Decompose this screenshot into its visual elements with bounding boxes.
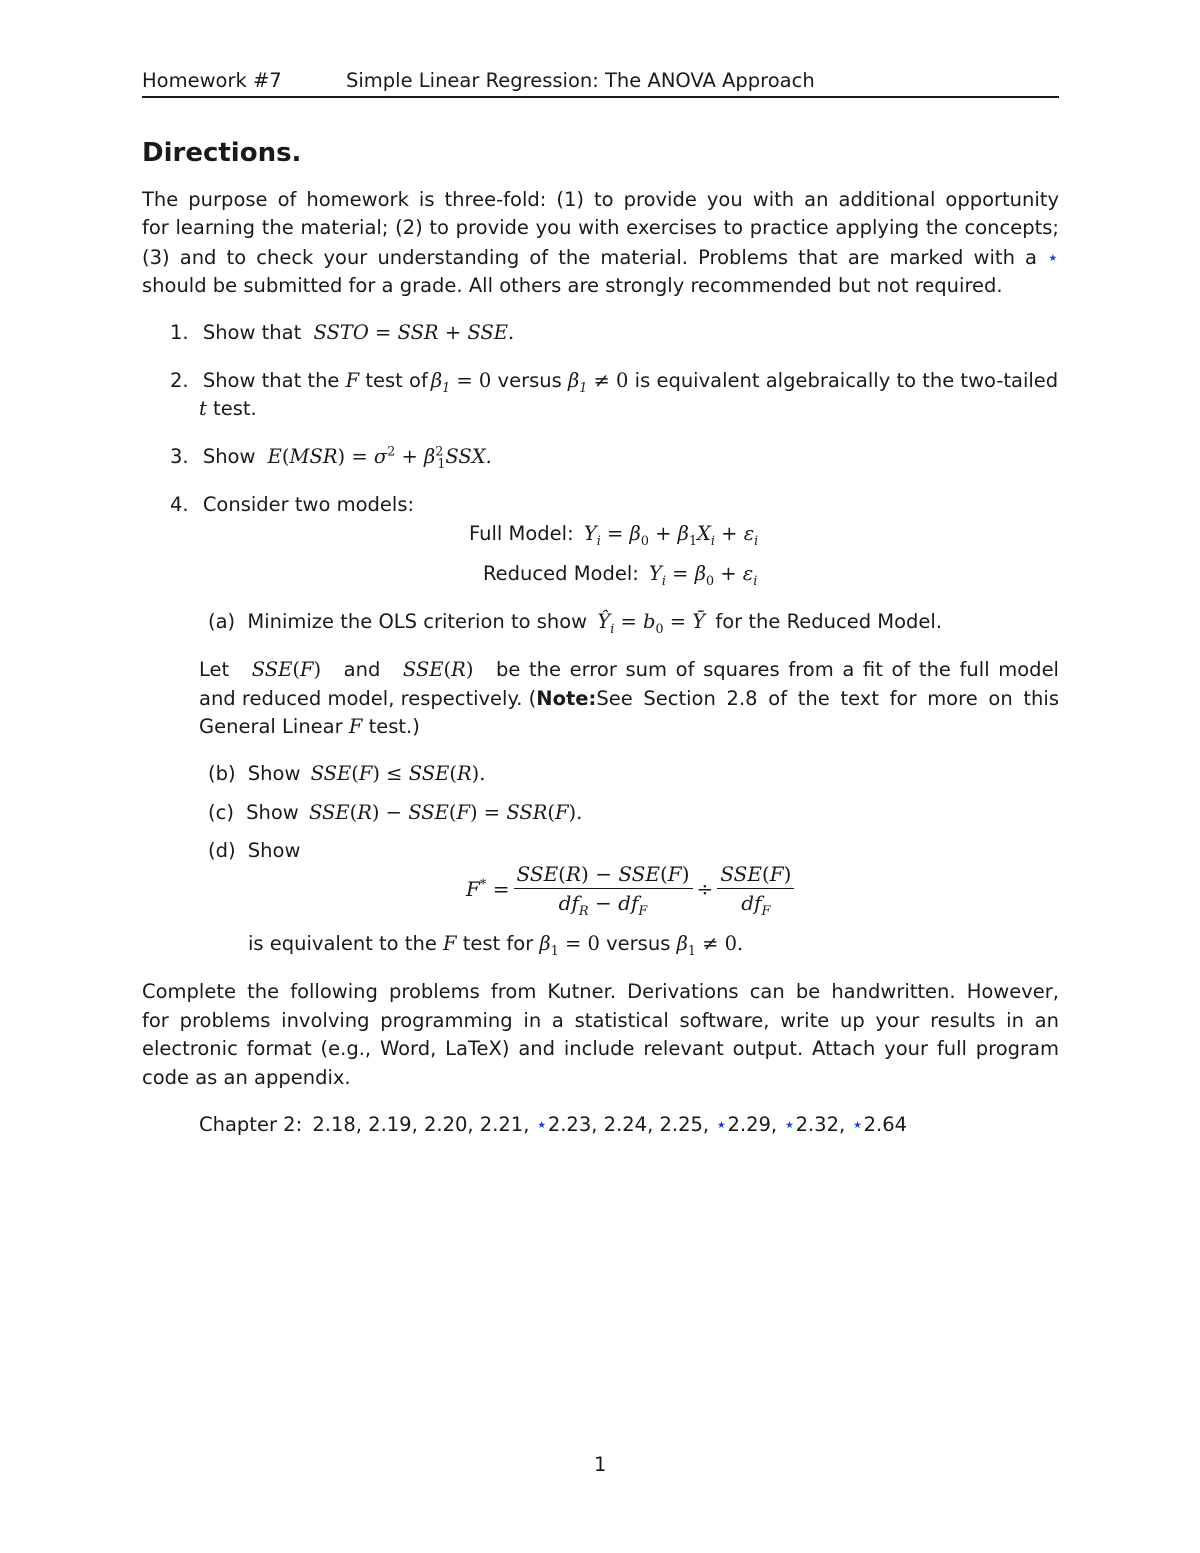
let-text-g: test.) [368,715,420,738]
reduced-model [483,560,757,588]
intro-line-1: The purpose of homework is three-fold: (1) to provide you with an additional opportunity [142,188,1059,211]
f-star-equation: F* = $\frac{\text{SSE(R) − SSE(F)}}{df_R - df_F}$ ÷ $\frac{\text{SSE(F)}}{df_F}$ [466,862,798,915]
full-model-equation: $Y_i = \beta_0 + \beta_1X_i + \varepsilon_i$ [583,522,759,548]
part-d-conclusion [248,930,743,958]
star-icon: ⋆ [851,1113,864,1136]
sse-r: SSE(R) [402,658,474,681]
part-d-tail-2: test for [462,932,534,955]
let-line-3 [199,713,420,741]
part-d [208,837,300,865]
problem-4-text: Consider two models: [202,493,415,516]
t-symbol: t [199,397,207,420]
intro-line-3-text: (3) and to check your understanding of the material. Problems that are marked with a [142,246,1037,269]
problem-2-text-a: Show that the [202,369,340,392]
problem-1-number: 1. [170,321,189,344]
let-text-c: be the error sum of squares from a fit of the full model [495,658,1059,681]
part-d-alt: $\beta_1 \ne 0$. [676,932,744,958]
closing-line-1: Complete the following problems from Kutner. Derivations can be handwritten. However, [142,980,1059,1003]
chapter-label: Chapter 2: [199,1113,303,1136]
full-model [469,520,758,548]
part-d-label: (d) [208,839,236,862]
chapter-item: 2.29, [727,1113,778,1136]
f-symbol-2: F [348,715,363,738]
chapter-item: 2.32, [795,1113,846,1136]
header-title: Simple Linear Regression: The ANOVA Approach [346,69,815,92]
problem-1-equation: SSTO = SSR + SSE. [313,321,515,344]
let-text-a: Let [199,658,230,681]
problem-4 [170,491,414,519]
let-text-f: General Linear [199,715,343,738]
star-icon: ⋆ [535,1113,548,1136]
chapter-plain-items: 2.18, 2.19, 2.20, 2.21, [312,1113,530,1136]
intro-line-4: should be submitted for a grade. All others are strongly recommended but not required. [142,274,1003,297]
part-a-label: (a) [208,610,236,633]
part-c-equation: SSE(R) − SSE(F) = SSR(F). [308,801,583,824]
part-a [208,608,942,636]
part-c [208,799,582,827]
closing-line-3: electronic format (e.g., Word, LaTeX) and include relevant output. Attach your full program [142,1037,1059,1060]
header-left: Homework #7 [142,69,282,92]
problem-2-text-d: is equivalent algebraically to the two-tailed [634,369,1059,392]
closing-line-2: for problems involving programming in a statistical software, write up your results in an [142,1009,1059,1032]
let-line-2 [199,685,1059,713]
note-label: Note: [536,687,597,710]
let-text-b: and [343,658,381,681]
part-a-equation: $Ŷ_i = b_0$ = Ȳ [597,610,706,636]
problem-2-alt: $\beta_1 \ne 0$ [567,369,629,395]
part-d-tail-3: versus [606,932,671,955]
problem-3-text: Show [202,445,256,468]
fraction-numerator-term: $\frac{\text{SSE(R) − SSE(F)}}{df_R - df_F}$ [514,862,693,915]
sse-f: SSE(F) [251,658,322,681]
chapter-assignments [199,1111,907,1139]
intro-line-3 [142,244,1059,272]
problem-1 [170,319,514,347]
problem-2-text-e: test. [213,397,257,420]
section-title: Directions. [142,138,302,168]
reduced-model-equation: $Y_i = \beta_0 + \varepsilon_i$ [649,562,758,588]
problem-3-number: 3. [170,445,189,468]
problem-2-text-c: versus [497,369,562,392]
problem-4-number: 4. [170,493,189,516]
part-c-text: Show [246,801,299,824]
part-a-text-2: for the Reduced Model. [715,610,943,633]
part-d-text: Show [247,839,301,862]
problem-2-null: $\beta_1 = 0$ [430,369,492,395]
part-a-text-1: Minimize the OLS criterion to show [247,610,588,633]
problem-2-line-2 [199,395,257,423]
chapter-item: 2.23, [547,1113,598,1136]
part-c-label: (c) [208,801,234,824]
let-line-1 [199,656,1059,684]
problem-3 [170,443,492,471]
chapter-item: 2.64 [863,1113,908,1136]
problem-2 [170,367,1059,395]
closing-line-4: code as an appendix. [142,1066,351,1089]
star-icon: ⋆ [783,1113,796,1136]
part-b-equation: SSE(F) ≤ SSE(R). [310,762,486,785]
full-model-label: Full Model: [469,522,574,545]
star-icon: ⋆ [1046,246,1059,269]
page-number: 1 [594,1453,607,1476]
problem-3-equation: $E(MSR) = \sigma^2 + \beta^2_1SSX$. [267,443,492,471]
reduced-model-label: Reduced Model: [483,562,639,585]
part-b-text: Show [247,762,301,785]
part-d-tail-1: is equivalent to the [248,932,437,955]
let-text-d: and reduced model, respectively. ( [199,687,537,710]
part-b [208,760,485,788]
part-b-label: (b) [208,762,236,785]
header-rule [142,96,1059,98]
chapter-item: 2.24, 2.25, [603,1113,710,1136]
let-text-e: See Section 2.8 of the text for more on this [596,687,1059,710]
problem-2-text-b: test of [365,369,428,392]
problem-1-text: Show that [202,321,302,344]
intro-line-2: for learning the material; (2) to provide you with exercises to practice applying the concepts; [142,216,1059,239]
f-symbol: F [345,369,360,392]
f-symbol-3: F [443,932,457,955]
part-d-null: $\beta_1 = 0$ [539,932,600,958]
fraction-error-term: $\frac{\text{SSE(F)}}{df_F}$ [717,862,794,915]
star-icon: ⋆ [715,1113,728,1136]
problem-2-number: 2. [170,369,189,392]
